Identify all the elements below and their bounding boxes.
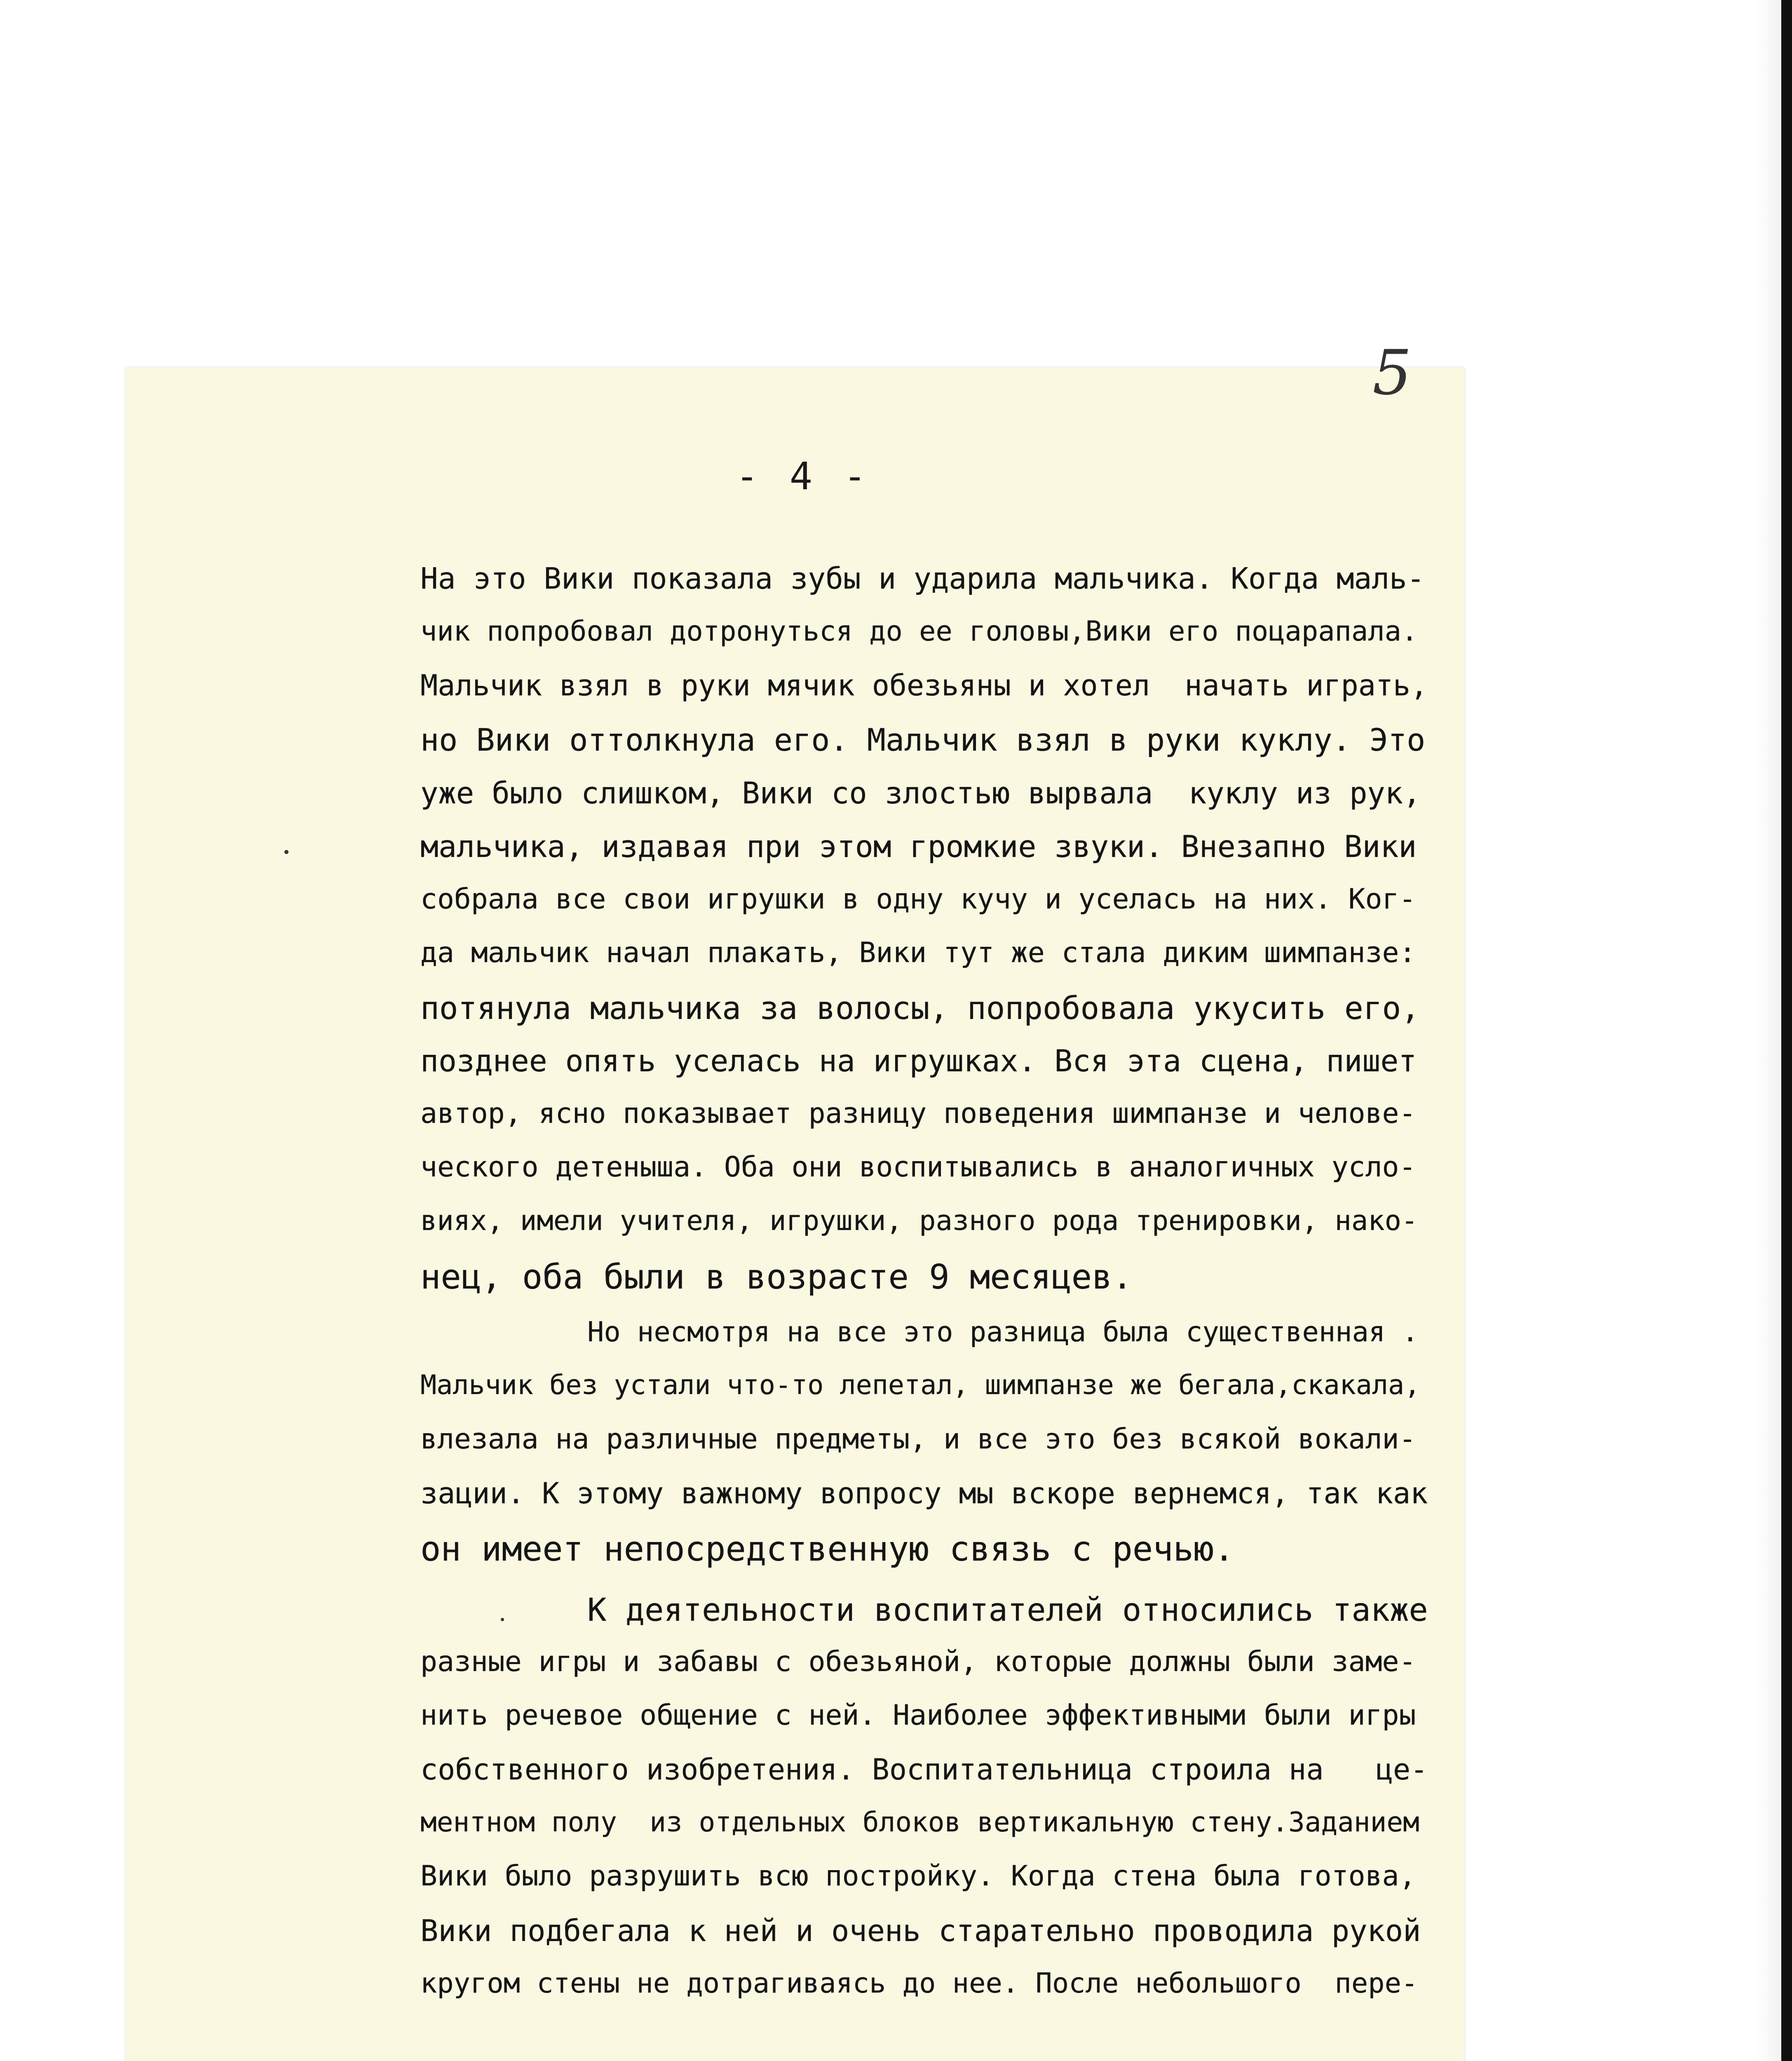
text-line: Вики подбегала к ней и очень старательно проводила рукой: [420, 1913, 1421, 1948]
text-line: Мальчик взял в руки мячик обезьяны и хотел начать играть,: [420, 669, 1428, 702]
scan-edge-shade: [1757, 0, 1781, 2061]
text-line: уже было слишком, Вики со злостью вырвала куклу из рук,: [420, 776, 1421, 810]
text-line: да мальчик начал плакать, Вики тут же стала диким шимпанзе:: [420, 937, 1416, 969]
page-number: - 4 -: [736, 454, 870, 498]
text-line: ментном полу из отдельных блоков вертикальную стену.Заданием: [420, 1806, 1419, 1838]
scan-edge: [1781, 0, 1792, 2061]
text-line: нить речевое общение с ней. Наиболее эффективными были игры: [420, 1699, 1416, 1732]
stray-dot: [284, 850, 289, 854]
text-line: но Вики оттолкнула его. Мальчик взял в руки куклу. Это: [420, 722, 1426, 758]
text-line: К деятельности воспитателей относились также: [587, 1592, 1428, 1629]
text-line: разные игры и забавы с обезьяной, которые должны были заме-: [420, 1646, 1416, 1678]
text-line: позднее опять уселась на игрушках. Вся эта сцена, пишет: [420, 1044, 1417, 1079]
stray-dot: [501, 1618, 504, 1621]
text-line: виях, имели учителя, игрушки, разного рода тренировки, нако-: [420, 1204, 1418, 1237]
text-line: он имеет непосредственную связь с речью.: [420, 1530, 1234, 1569]
text-line: Вики было разрушить всю постройку. Когда стена была готова,: [420, 1860, 1416, 1892]
text-line: Но несмотря на все это разница была существенная .: [587, 1316, 1419, 1348]
text-line: чик попробовал дотронуться до ее головы,Вики его поцарапала.: [420, 615, 1418, 647]
text-line: зации. К этому важному вопросу мы вскоре вернемся, так как: [420, 1477, 1428, 1510]
text-line: влезала на различные предметы, и все это без всякой вокали-: [420, 1423, 1416, 1455]
text-line: собрала все свои игрушки в одну кучу и уселась на них. Ког-: [420, 883, 1416, 915]
text-line: собственного изобретения. Воспитательница строила на це-: [420, 1753, 1428, 1786]
text-line: кругом стены не дотрагиваясь до нее. После небольшого пере-: [420, 1967, 1418, 1999]
sheet-number: 5: [1372, 337, 1412, 409]
text-line: автор, ясно показывает разницу поведения шимпанзе и челове-: [420, 1097, 1416, 1130]
text-line: На это Вики показала зубы и ударила мальчика. Когда маль-: [420, 561, 1425, 596]
text-line: нец, оба были в возрасте 9 месяцев.: [420, 1258, 1133, 1297]
text-line: мальчика, издавая при этом громкие звуки. Внезапно Вики: [420, 829, 1417, 864]
text-line: потянула мальчика за волосы, попробовала укусить его,: [420, 990, 1420, 1026]
text-line: ческого детеныша. Оба они воспитывались в аналогичных усло-: [420, 1151, 1416, 1183]
text-line: Мальчик без устали что-то лепетал, шимпанзе же бегала,скакала,: [420, 1370, 1421, 1401]
